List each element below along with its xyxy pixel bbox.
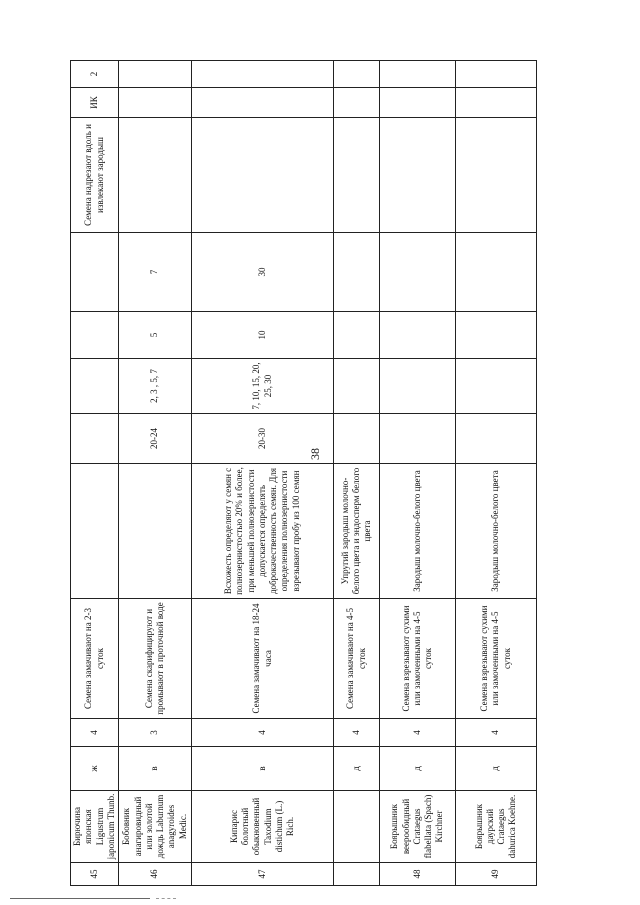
seed-group: д [456, 747, 537, 791]
species-name: Кипарис болотный обыкновенный Taxodium distichum (L.) Rich. [192, 791, 334, 863]
cell-c9 [380, 312, 456, 359]
preparation-method: Семена взрезывают сухими или замоченными на 4-5 суток [456, 599, 537, 719]
cell-c12 [334, 88, 380, 118]
species-name [334, 791, 380, 863]
page-number: 38 [308, 448, 322, 460]
seed-class: 4 [380, 719, 456, 747]
cell-c9 [334, 312, 380, 359]
cell-c10 [380, 233, 456, 312]
row-number: 47 [192, 863, 334, 886]
cell-c8 [71, 359, 119, 414]
table-row [456, 61, 537, 886]
cell-c13 [456, 61, 537, 88]
seed-class: 4 [192, 719, 334, 747]
quality-feature: Всхожесть определяют у семян с полнозернистостью 20% и более, при меньшей полнозернистости допускается определять доброкачественность семян. Для определения полнозернистости взрезывают пробу из 100 семян [192, 464, 334, 599]
cell-c13 [334, 61, 380, 88]
cell-c7: 20-30 [192, 414, 334, 464]
table-row [334, 61, 380, 886]
cell-c10 [71, 233, 119, 312]
species-name: Бирючина японская Ligustrum japonicum Thunb. [71, 791, 119, 863]
row-number [334, 863, 380, 886]
rotated-table-container [70, 61, 520, 886]
table-row [119, 61, 192, 886]
cell-c13 [192, 61, 334, 88]
header-embryo-extraction: Семена надрезают вдоль и извлекают зародыш [71, 118, 119, 233]
scan-border-dash [156, 898, 176, 899]
cell-c12 [380, 88, 456, 118]
cell-c9 [456, 312, 537, 359]
cell-c8: 2, 3 , 5, 7 [119, 359, 192, 414]
cell-c7 [334, 414, 380, 464]
row-number: 49 [456, 863, 537, 886]
cell-c9 [71, 312, 119, 359]
cell-c9: 10 [192, 312, 334, 359]
cell-c12 [456, 88, 537, 118]
cell-c7 [71, 414, 119, 464]
cell-c8 [380, 359, 456, 414]
species-name: Бобовник анагировидный или золотой дождь Laburnum anagyroides Medic. [119, 791, 192, 863]
cell-c10: 30 [192, 233, 334, 312]
row-number: 48 [380, 863, 456, 886]
table-row [380, 61, 456, 886]
seed-group: в [119, 747, 192, 791]
cell-c11 [456, 118, 537, 233]
cell-c11 [192, 118, 334, 233]
cell-c13 [119, 61, 192, 88]
cell-c11 [119, 118, 192, 233]
quality-feature: Зародыш молочно-белого цвета [380, 464, 456, 599]
cell-c13 [380, 61, 456, 88]
cell-c10 [334, 233, 380, 312]
quality-feature: Зародыш молочно-белого цвета [456, 464, 537, 599]
cell-c12 [192, 88, 334, 118]
cell-c10: 7 [119, 233, 192, 312]
scan-border-line [10, 898, 150, 899]
seed-group: ж [71, 747, 119, 791]
quality-feature: Упругий зародыш молочно-белого цвета и эндосперм белого цвета [334, 464, 380, 599]
cell-c8 [334, 359, 380, 414]
cell-c7: 20-24 [119, 414, 192, 464]
species-name: Боярышник веерообидный Crataegus flabellata (Spach) Kirchner [380, 791, 456, 863]
seed-group: д [334, 747, 380, 791]
header-ik: ИК [71, 88, 119, 118]
preparation-method: Семена замачивают на 2-3 суток [71, 599, 119, 719]
cell-c7 [380, 414, 456, 464]
row-number: 46 [119, 863, 192, 886]
cell-c10 [456, 233, 537, 312]
seed-class: 4 [456, 719, 537, 747]
preparation-method: Семена скарифицируют и промывают в проточной воде [119, 599, 192, 719]
preparation-method: Семена взрезывают сухими или замоченными на 4-5 суток [380, 599, 456, 719]
row-number: 45 [71, 863, 119, 886]
cell-c9: 5 [119, 312, 192, 359]
seed-group: в [192, 747, 334, 791]
cell-c8: 7, 10, 15, 20, 25, 30 [192, 359, 334, 414]
table-row [71, 61, 119, 886]
species-name: Боярышник даурский Crataegus dahurica Koehne. [456, 791, 537, 863]
cell-c12 [119, 88, 192, 118]
seed-class: 4 [71, 719, 119, 747]
seed-class: 4 [334, 719, 380, 747]
cell-c11 [380, 118, 456, 233]
preparation-method: Семена замачивают на 18-24 часа [192, 599, 334, 719]
cell-c11 [334, 118, 380, 233]
preparation-method: Семена замачивают на 4-5 суток [334, 599, 380, 719]
quality-feature [71, 464, 119, 599]
header-col-2: 2 [71, 61, 119, 88]
table-row [192, 61, 334, 886]
seed-testing-table [70, 60, 537, 886]
quality-feature [119, 464, 192, 599]
cell-c8 [456, 359, 537, 414]
cell-c7 [456, 414, 537, 464]
seed-group: д [380, 747, 456, 791]
seed-class: 3 [119, 719, 192, 747]
